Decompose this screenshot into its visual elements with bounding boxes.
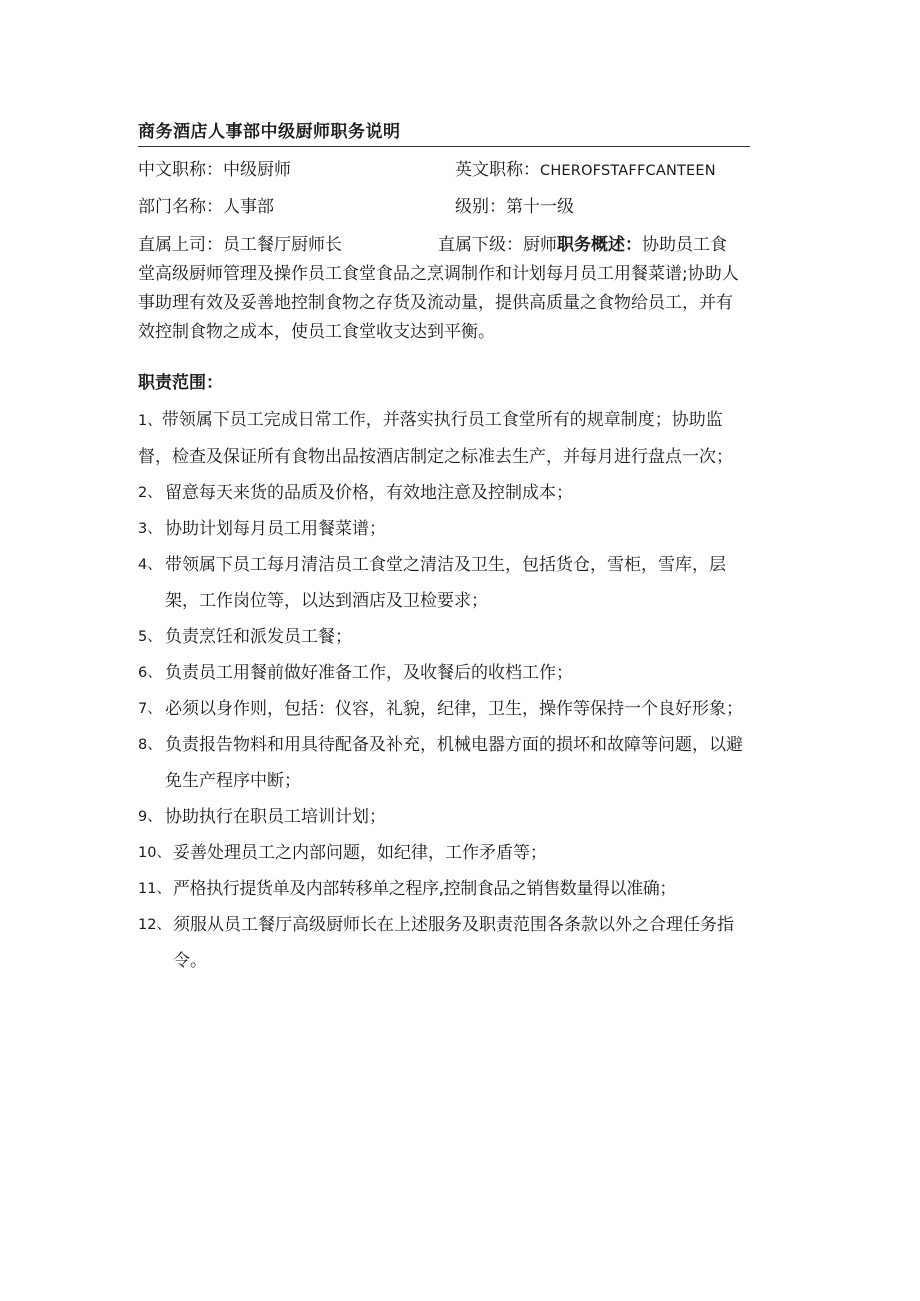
duty-number: 4、 <box>138 557 162 573</box>
duty-item <box>138 547 750 619</box>
duty-item <box>138 511 750 547</box>
duty-number: 3、 <box>138 521 162 537</box>
duty-item <box>138 907 750 979</box>
superior-value: 员工餐厅厨师长 <box>223 235 342 255</box>
duty-number: 1、 <box>138 413 162 429</box>
overview-text-start: 协助员 <box>642 235 693 255</box>
duty-text: 负责报告物料和用具待配备及补充，机械电器方面的损坏和故障等问题，以避免生产程序中断； <box>165 735 743 791</box>
duty-text: 严格执行提货单及内部转移单之程序,控制食品之销售数量得以准确； <box>173 879 677 899</box>
duty-text: 协助执行在职员工培训计划； <box>165 807 386 827</box>
superior-label: 直属上司： <box>138 235 223 255</box>
duty-item <box>138 691 750 727</box>
duty-item <box>138 799 750 835</box>
overview-text: 工食堂高级厨师管理及操作员工食堂食品之烹调制作和计划每月员工用餐菜谱;协助人事助理有效及妥善地控制食物之存货及流动量，提供高质量之食物给员工，并有效控制食物之成本，使员工食堂收支达到平衡。 <box>138 235 739 342</box>
duty-item <box>138 475 750 511</box>
subordinate-value: 厨师 <box>523 235 557 255</box>
subordinate-label: 直属下级： <box>438 235 523 255</box>
duty-number: 11、 <box>138 881 171 897</box>
cn-title-value: 中级厨师 <box>223 160 291 180</box>
duties-heading: 职责范围： <box>138 373 223 393</box>
duty-number: 8、 <box>138 737 162 753</box>
en-title-field <box>455 158 716 183</box>
dept-label: 部门名称： <box>138 197 223 217</box>
duty-number: 10、 <box>138 845 171 861</box>
duty-text: 带领属下员工完成日常工作，并落实执行员工食堂所有的规章制度；协助监督，检查及保证所有食物出品按酒店制定之标准去生产，并每月进行盘点一次； <box>138 410 733 467</box>
duty-number: 2、 <box>138 485 162 501</box>
level-label: 级别： <box>455 197 506 217</box>
duty-number: 9、 <box>138 809 162 825</box>
duty-text: 妥善处理员工之内部问题，如纪律，工作矛盾等； <box>173 843 547 863</box>
duty-text: 协助计划每月员工用餐菜谱； <box>165 519 386 539</box>
duty-number: 7、 <box>138 701 162 717</box>
level-field <box>455 195 574 219</box>
info-row-dept <box>138 195 750 219</box>
duty-number: 6、 <box>138 665 162 681</box>
duties-list <box>138 402 750 979</box>
duty-number: 12、 <box>138 917 171 933</box>
info-row-titles <box>138 158 750 182</box>
cn-title-field <box>138 158 291 182</box>
dept-value: 人事部 <box>223 197 274 217</box>
duty-text: 必须以身作则，包括：仪容，礼貌，纪律，卫生，操作等保持一个良好形象； <box>165 699 743 719</box>
duty-text: 负责烹饪和派发员工餐； <box>165 627 352 647</box>
overview-label: 职务概述： <box>557 235 642 255</box>
duty-item <box>138 835 750 871</box>
en-title-value: CHEROFSTAFFCANTEEN <box>540 163 716 179</box>
duty-item <box>138 619 750 655</box>
cn-title-label: 中文职称： <box>138 160 223 180</box>
duty-text: 须服从员工餐厅高级厨师长在上述服务及职责范围各条款以外之合理任务指令。 <box>173 915 734 971</box>
duty-number: 5、 <box>138 629 162 645</box>
duty-text: 留意每天来货的品质及价格，有效地注意及控制成本； <box>165 483 573 503</box>
document-title: 商务酒店人事部中级厨师职务说明 <box>138 122 750 147</box>
en-title-label: 英文职称： <box>455 160 540 180</box>
duty-text: 负责员工用餐前做好准备工作，及收餐后的收档工作； <box>165 663 573 683</box>
duty-item <box>138 727 750 799</box>
duty-item <box>138 655 750 691</box>
duty-item <box>138 871 750 907</box>
overview-paragraph <box>138 231 742 347</box>
dept-field <box>138 195 274 219</box>
duty-text: 带领属下员工每月清洁员工食堂之清洁及卫生，包括货仓，雪柜，雪库，层架，工作岗位等，以达到酒店及卫检要求； <box>165 555 726 611</box>
duty-item <box>138 402 750 475</box>
level-value: 第十一级 <box>506 197 574 217</box>
